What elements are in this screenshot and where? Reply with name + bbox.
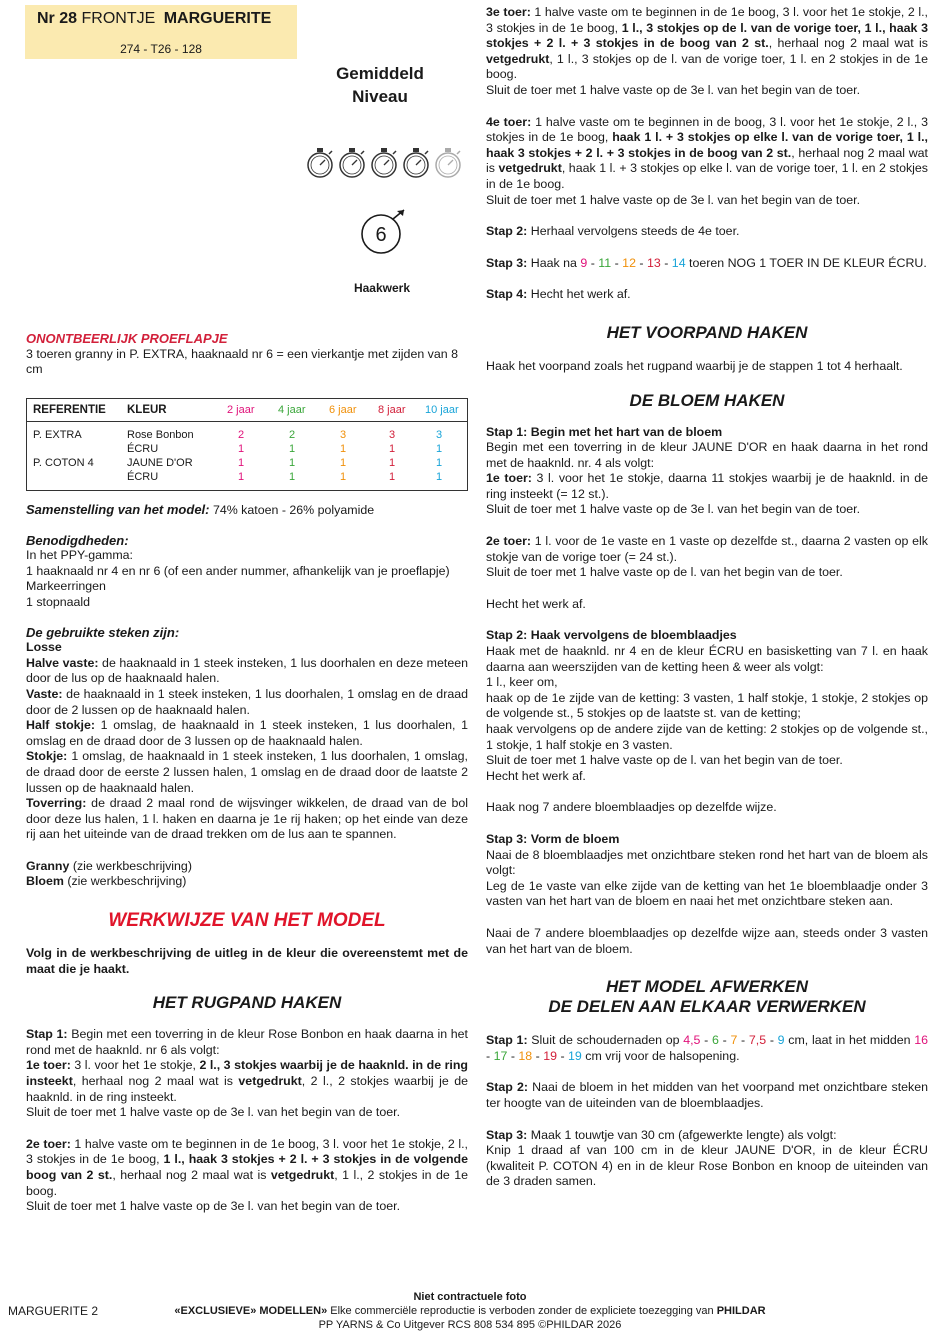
table-cell-value: 3 (435, 429, 443, 441)
col-size-3: 6 jaar (329, 404, 357, 416)
stitch-term: Granny (26, 858, 70, 873)
table-cell-color: ÉCRU (127, 471, 159, 483)
page-label: MARGUERITE 2 (8, 1304, 99, 1318)
back-round-3: 3e toer: 1 halve vaste om te beginnen in de 1e boog, 3 l. voor het 1e stokje, 2 l., 3 stokjes in de 1e boog, 1 l., 3 stokjes op de l. van de vorige toer, 1 l., haak 3 stokjes + 2 l. + 3 stokjes in de boog van 2 st., herhaal nog 2 maal wat is vetgedrukt, 1 l., 3 stokjes op de l. van de vorige toer, 1 l. en 2 stokjes in de 1e boog. (486, 5, 928, 82)
table-cell-value: 1 (435, 443, 443, 455)
stitch-term: Half stokje: (26, 718, 95, 733)
stitch-def: 1 omslag, de haaknaald in 1 steek insteken, 1 lus doorhalen, 1 omslag en de draad door de 3 lussen op de haaknaald halen. (26, 718, 468, 748)
stitch-item (26, 718, 468, 749)
left-column (26, 502, 468, 1215)
col-kleur: KLEUR (127, 404, 167, 416)
pattern-title (37, 9, 271, 29)
finish-step-2: Stap 2: Naai de bloem in het midden van het voorpand met onzichtbare steken ter hoogte van de uiteinden van de bloemblaadjes. (486, 1080, 929, 1110)
stopwatch-icon (308, 148, 332, 177)
stopwatch-icon (340, 148, 364, 177)
workflow-intro: Volg in de werkbeschrijving de uitleg in de kleur die overeenstemt met de maat die je haakt. (26, 946, 468, 976)
stitch-item (26, 796, 468, 843)
table-cell-value: 2 (237, 429, 245, 441)
stopwatch-icon (436, 148, 460, 177)
exclusive-note: «EXCLUSIEVE» MODELLEN» Elke commerciële reproductie is verboden zonder de expliciete toezegging van PHILDAR (174, 1305, 766, 1317)
stitch-term: Stokje: (26, 749, 68, 764)
table-cell-value: 2 (288, 429, 296, 441)
flower-step-2-line: Haak met de haaknld. nr 4 en de kleur ÉCRU en basisketting van 7 l. en haak daarna aan weerszijden van de ketting heen & weer als volgt: (486, 644, 928, 674)
back-round-2-close: Sluit de toer met 1 halve vaste op de 3e l. van het begin van de toer. (26, 1199, 401, 1214)
copyright: PP YARNS & Co Uitgever RCS 808 534 895 ©PHILDAR 2026 (318, 1319, 622, 1331)
supplies-line: Markeerringen (26, 579, 106, 594)
stitch-term: Vaste: (26, 686, 63, 701)
stitch-item (26, 640, 468, 656)
col-size-4: 8 jaar (378, 404, 406, 416)
flower-round-2-close: Sluit de toer met 1 halve vaste op de l. van het begin van de toer. (486, 565, 843, 580)
needle-size-number: 6 (375, 224, 387, 246)
stitch-def: de haaknaald in 1 steek insteken, 1 lus doorhalen, 1 omslag en de draad door de 2 lussen op de haaknaald halen. (26, 686, 468, 717)
pattern-number: Nr 28 (37, 10, 78, 27)
photo-note: Niet contractuele foto (413, 1291, 527, 1303)
col-size-1: 2 jaar (227, 404, 255, 416)
table-cell-value: 1 (435, 471, 443, 483)
back-round-3-close: Sluit de toer met 1 halve vaste op de 3e l. van het begin van de toer. (486, 82, 861, 97)
supplies-line: 1 haaknaald nr 4 en nr 6 (of een ander nummer, afhankelijk van je proeflapje) (26, 563, 450, 578)
supplies-heading: Benodigdheden: (26, 532, 129, 548)
composition-value: 74% katoen - 26% polyamide (209, 503, 375, 517)
stitch-def: de haaknaald in 1 steek insteken, 1 lus doorhalen en deze meteen door de lus op de haaknaald halen. (26, 655, 468, 686)
table-cell-value: 3 (388, 429, 396, 441)
gauge-section (26, 331, 468, 378)
back-round-1: 1e toer: 3 l. voor het 1e stokje, 2 l., 3 stokjes waarbij je de haaknld. in de ring insteekt, herhaal nog 2 maal wat is vetgedrukt, 2 l., 2 stokjes waarbij je de haaknld. in de ring insteekt. (26, 1058, 469, 1104)
flower-step-2-line: 1 l., keer om, (486, 675, 558, 690)
flower-round-1-close: Sluit de toer met 1 halve vaste op de 3e l. van het begin van de toer. (486, 502, 861, 517)
back-round-4: 4e toer: 1 halve vaste om te beginnen in de boog, 3 l. voor het 1e stokje, 2 l., 3 stokjes in de 1e boog, haak 1 l. + 3 stokjes op elke l. van de vorige toer, 1 l., haak 3 stokjes + 2 l. + 3 stokjes in de boog van 2 st., herhaal nog 2 maal wat is vetgedrukt, haak 1 l. + 3 stokjes op elke l. van de vorige toer, 1 l. en 2 stokjes in de 1e boog. (486, 114, 928, 191)
table-cell-value: 1 (388, 443, 396, 455)
back-round-2: 2e toer: 1 halve vaste om te beginnen in de 1e boog, 3 l. voor het 1e stokje, 2 l., 3 stokjes in de 1e boog, 1 l., haak 3 stokjes + 2 l. + 3 stokjes in de volgende boog van 2 st., herhaal nog 2 maal wat is vetgedrukt, 1 l., 2 stokjes in de 1e boog. (26, 1136, 469, 1198)
flower-step-2-more: Haak nog 7 andere bloemblaadjes op dezelfde wijze. (486, 800, 777, 815)
flower-step-1-text: Begin met een toverring in de kleur JAUNE D'OR en haak daarna in het rond met de haaknld. nr. 4 als volgt: (486, 440, 928, 470)
back-step-3: Stap 3: Haak na 9 - 11 - 12 - 13 - 14 toeren NOG 1 TOER IN DE KLEUR ÉCRU. (486, 255, 927, 270)
back-step-2: Stap 2: Herhaal vervolgens steeds de 4e toer. (486, 224, 740, 239)
col-size-5: 10 jaar (425, 404, 459, 416)
stitch-def: (zie werkbeschrijving) (69, 858, 192, 873)
difficulty-level: Gemiddeld Niveau (336, 64, 424, 106)
table-cell-ref: P. EXTRA (33, 429, 82, 441)
technique-label: Haakwerk (353, 281, 411, 295)
pattern-name: MARGUERITE (163, 10, 272, 27)
stopwatch-icon (372, 148, 396, 177)
flower-step-3-more: Naai de 7 andere bloemblaadjes op dezelfde wijze aan, steeds onder 3 vasten van het hart van de bloem. (486, 925, 928, 956)
flower-fasten: Hecht het werk af. (486, 596, 586, 611)
table-cell-value: 3 (339, 429, 347, 441)
front-heading: HET VOORPAND HAKEN (606, 322, 808, 342)
table-cell-value: 1 (388, 457, 396, 469)
back-round-4-close: Sluit de toer met 1 halve vaste op de 3e l. van het begin van de toer. (486, 192, 861, 207)
supplies-line: In het PPY-gamma: (26, 548, 133, 563)
table-cell-value: 1 (288, 471, 296, 483)
gauge-text: 3 toeren granny in P. EXTRA, haaknaald nr 6 = een vierkantje met zijden van 8 cm (26, 346, 458, 377)
finish-step-3: Stap 3: Maak 1 touwtje van 30 cm (afgewerkte lengte) als volgt: (486, 1127, 837, 1142)
table-cell-value: 1 (288, 443, 296, 455)
table-cell-value: 1 (339, 443, 347, 455)
finish-heading-2: DE DELEN AAN ELKAAR VERWERKEN (548, 997, 866, 1017)
stitch-def: 1 omslag, de haaknaald in 1 steek insteken, 1 lus doorhalen, 1 omslag, de draad door de eerste 2 lussen halen, 1 omslag en de draad door de laatste 2 lussen op de haaknaald halen. (26, 749, 468, 795)
flower-heading: DE BLOEM HAKEN (629, 390, 785, 410)
flower-round-1: 1e toer: 3 l. voor het 1e stokje, daarna 11 stokjes waarbij je de haaknld. in de ring insteekt (= 12 st.). (486, 471, 929, 501)
flower-step-1-heading: Stap 1: Begin met het hart van de bloem (486, 424, 723, 439)
flower-step-2-line: haak vervolgens op de andere zijde van de ketting: 2 stokjes op de volgende st., 1 stokje, 1 half stokje en 3 vasten. (486, 722, 928, 752)
table-cell-value: 1 (339, 471, 347, 483)
stopwatch-icon (404, 148, 428, 177)
flower-step-2-heading: Stap 2: Haak vervolgens de bloemblaadjes (486, 628, 737, 643)
flower-step-2-line: Sluit de toer met 1 halve vaste op de l. van het begin van de toer. (486, 753, 843, 768)
supplies-line: 1 stopnaald (26, 594, 91, 609)
table-cell-value: 1 (388, 471, 396, 483)
table-cell-color: Rose Bonbon (127, 429, 194, 441)
flower-step-2-line: haak op de 1e zijde van de ketting: 3 vasten, 1 half stokje, 1 stokje, 2 stokjes op de volgende st., 5 stokjes op de laatste st. van de ketting; (486, 690, 928, 721)
flower-step-3-line: Naai de 8 bloemblaadjes met onzichtbare steken rond het hart van de bloem als volgt: (486, 847, 928, 878)
col-referentie: REFERENTIE (33, 404, 106, 416)
gauge-heading: ONONTBEERLIJK PROEFLAPJE (26, 331, 228, 346)
reference-codes: 274 - T26 - 128 (120, 42, 202, 56)
title-box (25, 5, 297, 59)
finish-step-1: Stap 1: Sluit de schoudernaden op 4,5 - 6 - 7 - 7,5 - 9 cm, laat in het midden 16 - 17 - 18 - 19 - 19 cm vrij voor de halsopening. (486, 1033, 929, 1063)
stitch-term: Bloem (26, 874, 64, 889)
flower-step-3-heading: Stap 3: Vorm de bloem (486, 831, 620, 846)
stitch-extra (26, 859, 468, 875)
stitch-term: Toverring: (26, 796, 87, 811)
back-step-4: Stap 4: Hecht het werk af. (486, 287, 631, 302)
table-cell-value: 1 (288, 457, 296, 469)
stitches-heading: De gebruikte steken zijn: (26, 624, 180, 640)
table-cell-value: 1 (237, 457, 245, 469)
difficulty-stopwatch-icons (305, 145, 463, 181)
front-text: Haak het voorpand zoals het rugpand waarbij je de stappen 1 tot 4 herhaalt. (486, 358, 903, 373)
col-size-2: 4 jaar (278, 404, 306, 416)
table-cell-value: 1 (339, 457, 347, 469)
table-cell-value: 1 (237, 471, 245, 483)
materials-table (26, 398, 468, 491)
stitch-term: Losse (26, 640, 62, 655)
right-column (486, 5, 928, 1190)
stitch-item (26, 749, 468, 796)
workflow-heading: WERKWIJZE VAN HET MODEL (108, 910, 386, 932)
stitch-def: (zie werkbeschrijving) (63, 874, 187, 889)
stitch-item (26, 656, 468, 687)
composition-label: Samenstelling van het model: (26, 502, 210, 517)
back-heading: HET RUGPAND HAKEN (152, 993, 342, 1013)
table-cell-color: JAUNE D'OR (127, 457, 193, 469)
table-cell-ref: P. COTON 4 (33, 457, 94, 469)
flower-step-2-line: Hecht het werk af. (486, 768, 586, 783)
needle-size-icon (358, 207, 408, 257)
flower-round-2: 2e toer: 1 l. voor de 1e vaste en 1 vaste op dezelfde st., daarna 2 vasten op elk stokje van de vorige toer (= 24 st.). (486, 534, 928, 564)
stitch-item (26, 687, 468, 718)
finish-heading-1: HET MODEL AFWERKEN (605, 977, 809, 997)
table-cell-value: 1 (435, 457, 443, 469)
composition (26, 502, 468, 519)
finish-step-3-more: Knip 1 draad af van 100 cm in de kleur JAUNE D'OR, in de kleur ÉCRU (kwaliteit P. COTON 4) en in de kleur Rose Bonbon en knoop de uiteinden van de 3 draden samen. (486, 1143, 928, 1189)
table-header (27, 399, 467, 422)
table-cell-color: ÉCRU (127, 443, 159, 455)
back-step-1: Stap 1: Begin met een toverring in de kleur Rose Bonbon en haak daarna in het rond met de haaknld. nr 6 als volgt: (26, 1027, 469, 1057)
stitch-extra (26, 874, 468, 890)
pattern-type: FRONTJE (81, 10, 156, 27)
stitch-def: de draad 2 maal rond de wijsvinger wikkelen, de draad van de bol door deze lus halen, 1 l. haken en daarna je 1e rij haken; op het einde van deze rij aan het uiteinde van de draad trekken om de lus aan te spannen. (26, 796, 468, 842)
back-round-1-close: Sluit de toer met 1 halve vaste op de 3e l. van het begin van de toer. (26, 1105, 401, 1120)
flower-step-3-line: Leg de 1e vaste van elke zijde van de ketting van het 1e bloemblaadje onder 3 vasten van het hart van de bloem en naai het met onzichtbare steken aan. (486, 878, 928, 909)
stitch-term: Halve vaste: (26, 655, 99, 670)
table-cell-value: 1 (237, 443, 245, 455)
